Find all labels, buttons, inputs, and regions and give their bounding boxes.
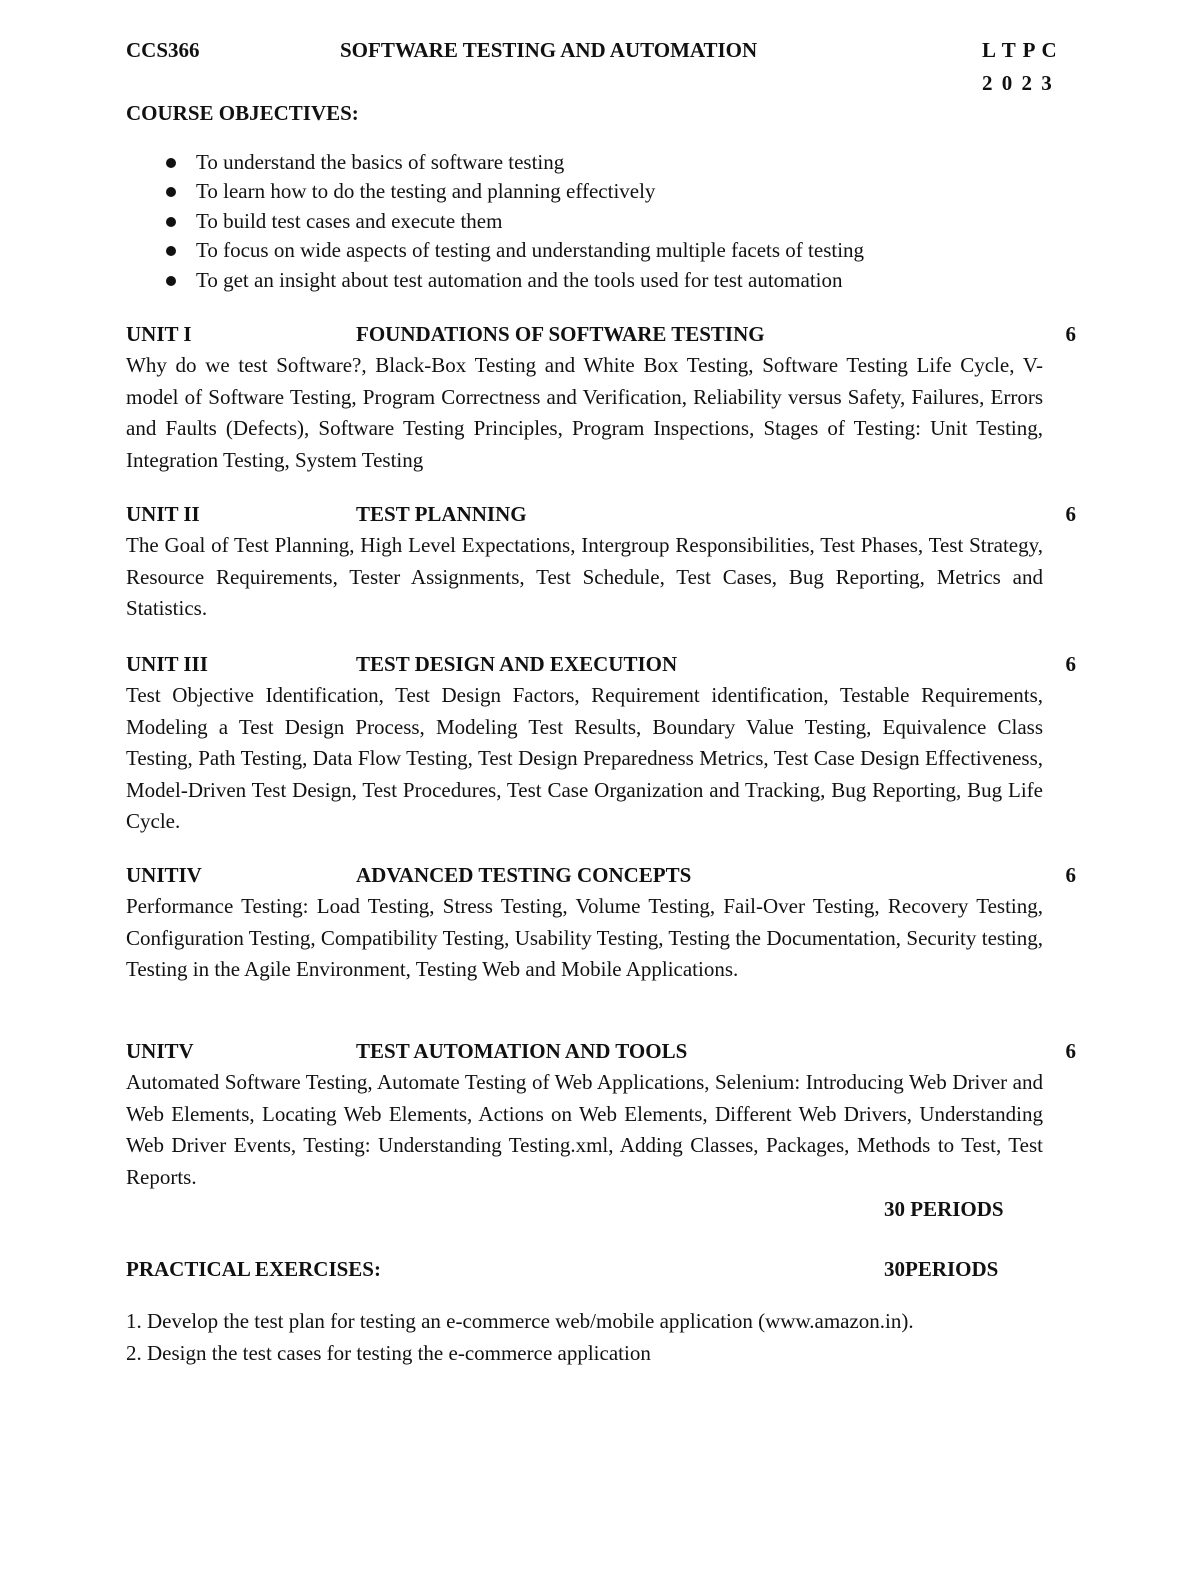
unit-hours: 6 <box>1065 322 1076 346</box>
objective-item: To get an insight about test automation and the tools used for test automation <box>160 266 864 295</box>
unit-id: UNIT I <box>126 322 192 346</box>
unit-id: UNIT II <box>126 502 200 526</box>
unit-content: Why do we test Software?, Black-Box Testing and White Box Testing, Software Testing Life Cycle, V-model of Software Testing, Program Correctness and Verification, Reliability versus Safety, Failures, Errors and Faults (Defects), Software Testing Principles, Program Inspections, Stages of Testing: Unit Testing, Integration Testing, System Testing <box>126 353 1043 472</box>
ltpc-label: L T P C <box>982 38 1058 62</box>
unit-hours: 6 <box>1065 502 1076 526</box>
unit-content: Test Objective Identification, Test Design Factors, Requirement identification, Testable Requirements, Modeling a Test Design Process, Modeling Test Results, Boundary Value Testing, Equivalence Class Testing, Path Testing, Data Flow Testing, Test Design Preparedness Metrics, Test Case Design Effectiveness, Model-Driven Test Design, Test Procedures, Test Case Organization and Tracking, Bug Reporting, Bug Life Cycle. <box>126 683 1043 833</box>
objective-item: To build test cases and execute them <box>160 207 864 236</box>
practical-periods: 30PERIODS <box>884 1257 999 1281</box>
unit-content: Automated Software Testing, Automate Testing of Web Applications, Selenium: Introducing Web Driver and Web Elements, Locating Web Elements, Actions on Web Elements, Different Web Drivers, Understanding Web Driver Events, Testing: Understanding Testing.xml, Adding Classes, Packages, Methods to Test, Test Reports. <box>126 1070 1043 1189</box>
unit-heading <box>126 863 1076 891</box>
unit-hours: 6 <box>1065 652 1076 676</box>
unit-hours: 6 <box>1065 1039 1076 1063</box>
unit-id: UNIT III <box>126 652 208 676</box>
exercise-item: 2. Design the test cases for testing the e-commerce application <box>126 1340 651 1365</box>
unit-heading <box>126 322 1076 350</box>
unit-hours: 6 <box>1065 863 1076 887</box>
bullet-icon <box>166 276 176 286</box>
objective-item: To understand the basics of software testing <box>160 148 864 177</box>
unit-heading <box>126 652 1076 680</box>
unit-heading <box>126 1039 1076 1067</box>
unit-id: UNITV <box>126 1039 194 1063</box>
objective-item: To focus on wide aspects of testing and understanding multiple facets of testing <box>160 236 864 265</box>
unit-name: ADVANCED TESTING CONCEPTS <box>356 863 692 887</box>
objective-item: To learn how to do the testing and planning effectively <box>160 177 864 206</box>
theory-periods: 30 PERIODS <box>884 1197 1004 1221</box>
bullet-icon <box>166 217 176 227</box>
unit-content: Performance Testing: Load Testing, Stress Testing, Volume Testing, Fail-Over Testing, Recovery Testing, Configuration Testing, Compatibility Testing, Usability Testing, Testing the Documentation, Security testing, Testing in the Agile Environment, Testing Web and Mobile Applications. <box>126 894 1043 981</box>
unit-heading <box>126 502 1076 530</box>
unit-name: TEST AUTOMATION AND TOOLS <box>356 1039 688 1063</box>
course-title: SOFTWARE TESTING AND AUTOMATION <box>340 38 758 62</box>
unit-id: UNITIV <box>126 863 202 887</box>
ltpc-values: 2 0 2 3 <box>982 71 1054 95</box>
objectives-heading: COURSE OBJECTIVES: <box>126 101 359 125</box>
practical-title: PRACTICAL EXERCISES: <box>126 1257 381 1281</box>
bullet-icon <box>166 246 176 256</box>
objectives-list <box>160 148 864 295</box>
exercises-list <box>126 1306 914 1369</box>
practical-heading <box>126 1257 1016 1285</box>
exercise-item: 1. Develop the test plan for testing an e-commerce web/mobile application (www.amazon.in). <box>126 1309 914 1333</box>
bullet-icon <box>166 158 176 168</box>
unit-name: TEST PLANNING <box>356 502 527 526</box>
unit-name: FOUNDATIONS OF SOFTWARE TESTING <box>356 322 765 346</box>
bullet-icon <box>166 187 176 197</box>
unit-name: TEST DESIGN AND EXECUTION <box>356 652 678 676</box>
unit-content: The Goal of Test Planning, High Level Expectations, Intergroup Responsibilities, Test Phases, Test Strategy, Resource Requirements, Tester Assignments, Test Schedule, Test Cases, Bug Reporting, Metrics and Statistics. <box>126 533 1043 620</box>
course-code: CCS366 <box>126 38 200 62</box>
